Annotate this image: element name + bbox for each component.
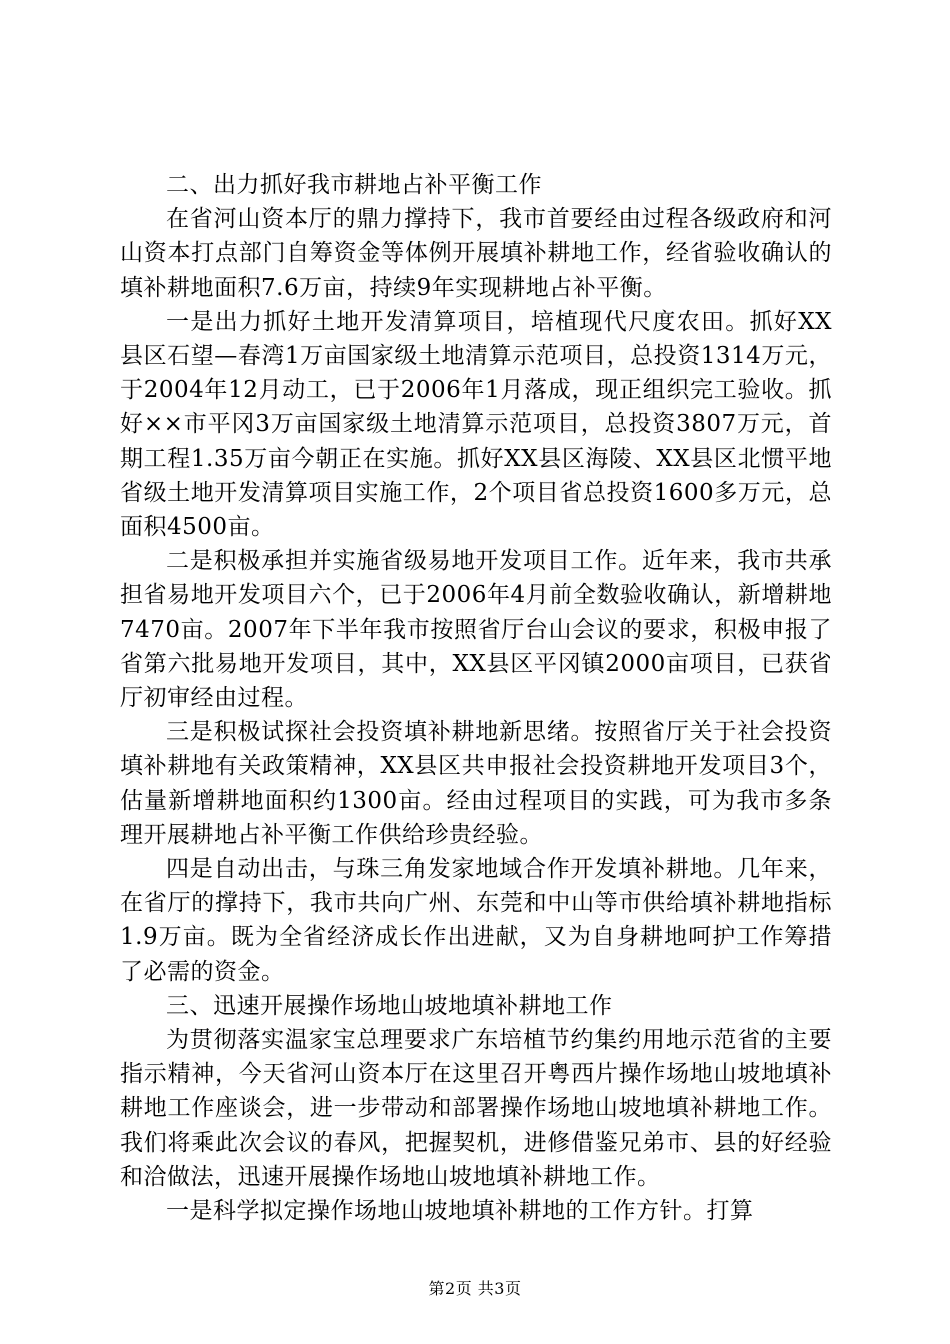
section-heading-2: 二、出力抓好我市耕地占补平衡工作 <box>166 172 542 198</box>
paragraph: 四是自动出击，与珠三角发家地域合作开发填补耕地。几年来，在省厅的撑持下，我市共向广州、东莞和中山等市供给填补耕地指标1.9万亩。既为全省经济成长作出进献，又为自身耕地呵护工作筹措了必需的资金。 <box>120 856 832 985</box>
page-number-footer: 第2页 共3页 <box>428 1279 522 1298</box>
paragraph: 三是积极试探社会投资填补耕地新思绪。按照省厅关于社会投资填补耕地有关政策精神，XX县区共申报社会投资耕地开发项目3个，估量新增耕地面积约1300亩。经由过程项目的实践，可为我市多条理开展耕地占补平衡工作供给珍贵经验。 <box>120 719 832 848</box>
paragraph: 在省河山资本厅的鼎力撑持下，我市首要经由过程各级政府和河山资本打点部门自筹资金等体例开展填补耕地工作，经省验收确认的填补耕地面积7.6万亩，持续9年实现耕地占补平衡。 <box>120 206 832 301</box>
section-heading-3: 三、迅速开展操作场地山坡地填补耕地工作 <box>166 992 613 1019</box>
paragraph: 一是出力抓好土地开发清算项目，培植现代尺度农田。抓好XX县区石望—春湾1万亩国家级土地清算示范项目，总投资1314万元，于2004年12月动工，已于2006年1月落成，现正组织完工验收。抓好××市平冈3万亩国家级土地清算示范项目，总投资3807万元，首期工程1.35万亩今朝正在实施。抓好XX县区海陵、XX县区北惯平地省级土地开发清算项目实施工作，2个项目省总投资1600多万元，总面积4500亩。 <box>120 308 832 541</box>
paragraph: 一是科学拟定操作场地山坡地填补耕地的工作方针。打算 <box>166 1198 754 1225</box>
paragraph: 为贯彻落实温家宝总理要求广东培植节约集约用地示范省的主要指示精神，今天省河山资本厅在这里召开粤西片操作场地山坡地填补耕地工作座谈会，进一步带动和部署操作场地山坡地填补耕地工作。我们将乘此次会议的春风，把握契机，进修借鉴兄弟市、县的好经验和洽做法，迅速开展操作场地山坡地填补耕地工作。 <box>120 1027 832 1190</box>
document-body <box>120 168 832 1228</box>
paragraph: 二是积极承担并实施省级易地开发项目工作。近年来，我市共承担省易地开发项目六个，已于2006年4月前全数验收确认，新增耕地7470亩。2007年下半年我市按照省厅台山会议的要求，积极申报了省第六批易地开发项目，其中，XX县区平冈镇2000亩项目，已获省厅初审经由过程。 <box>120 548 832 712</box>
